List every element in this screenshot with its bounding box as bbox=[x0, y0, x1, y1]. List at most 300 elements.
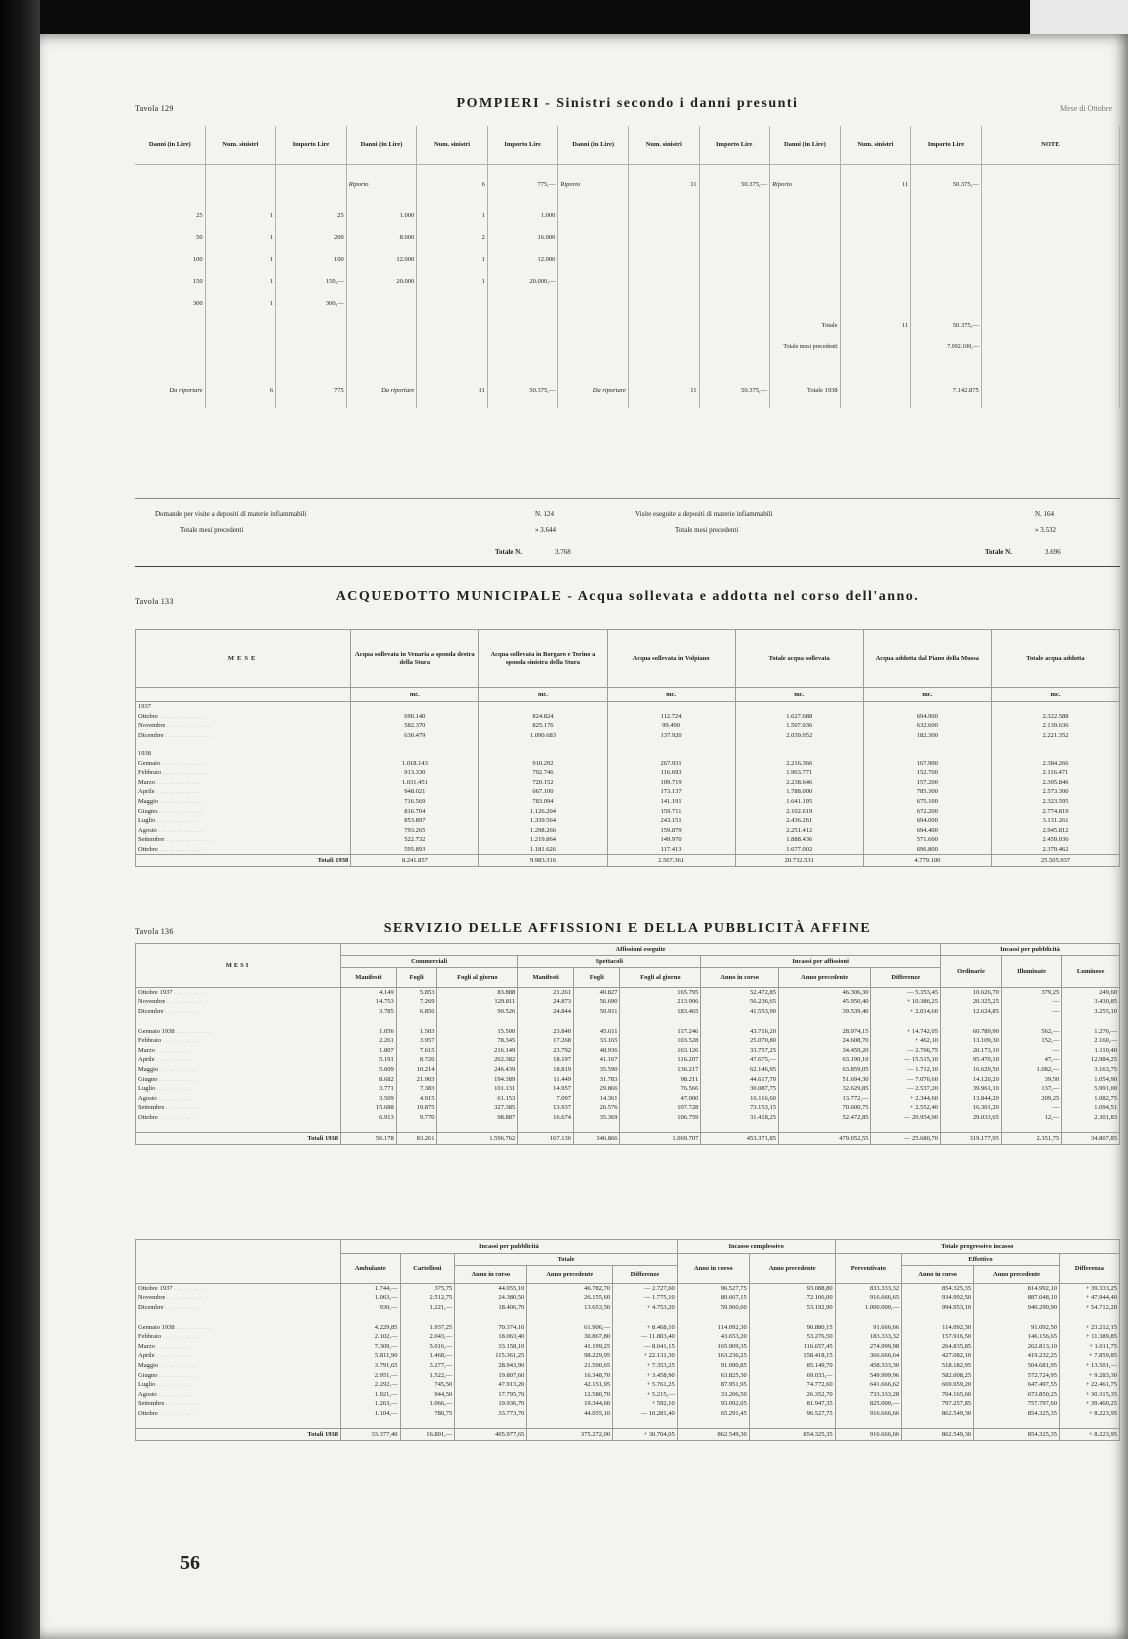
table-cell: Totale bbox=[770, 314, 841, 336]
table-cell: 694.000 bbox=[863, 816, 991, 826]
table-cell: 1.000 bbox=[487, 204, 558, 226]
table-row bbox=[135, 248, 1120, 270]
table-cell: — bbox=[1001, 1103, 1061, 1113]
table-cell bbox=[981, 314, 1119, 336]
table-cell: 12.000 bbox=[346, 248, 417, 270]
table-cell: + 10.386,25 bbox=[871, 997, 941, 1007]
table-cell bbox=[628, 270, 699, 292]
table-cell: 40.827 bbox=[574, 988, 620, 998]
table-cell bbox=[479, 740, 607, 748]
table-cell: 1.054,90 bbox=[1062, 1074, 1120, 1084]
leader-dots: . . . . . . . . . . . . . . bbox=[154, 788, 201, 796]
total-cell: 319.177,95 bbox=[941, 1132, 1002, 1144]
month-label: Novembre bbox=[138, 998, 166, 1006]
scan-top-right-margin bbox=[1030, 0, 1128, 38]
table-cell: 267.931 bbox=[607, 758, 735, 768]
table-cell: 757.797,60 bbox=[974, 1399, 1060, 1409]
table-cell: 1.963.771 bbox=[735, 768, 863, 778]
table-cell: 4.915 bbox=[396, 1093, 437, 1103]
table-cell bbox=[840, 226, 911, 248]
table-cell: 1.744,— bbox=[341, 1284, 401, 1294]
table-cell: 1.641.195 bbox=[735, 797, 863, 807]
table-cell: 11.449 bbox=[518, 1074, 574, 1084]
table-cell: 1.298.266 bbox=[479, 825, 607, 835]
table-cell: 152.700 bbox=[863, 768, 991, 778]
table-cell: 39.961,10 bbox=[941, 1084, 1002, 1094]
table-cell bbox=[136, 731, 351, 741]
table-cell: 2.116.471 bbox=[991, 768, 1119, 778]
table-cell bbox=[341, 1122, 397, 1132]
leader-dots: . . . . . . . . . . . bbox=[154, 1352, 191, 1360]
table-cell: 8.682 bbox=[341, 1074, 397, 1084]
table-cell: 29.033,65 bbox=[941, 1113, 1002, 1123]
table-row bbox=[136, 787, 1120, 797]
table-cell: 1 bbox=[205, 226, 276, 248]
table-cell: 720.152 bbox=[479, 777, 607, 787]
table-cell: Totale 1938 bbox=[770, 372, 841, 408]
leader-dots: . . . . . . . . . . . . . . bbox=[156, 826, 203, 834]
table-cell: + 22.461,75 bbox=[1059, 1380, 1119, 1390]
table-cell: 159.711 bbox=[607, 806, 735, 816]
table-cell: 47.000 bbox=[620, 1093, 701, 1103]
total-cell: 16.801,— bbox=[400, 1428, 455, 1440]
table-cell bbox=[276, 336, 347, 358]
table-cell bbox=[479, 702, 607, 712]
table-cell: 13.772,— bbox=[778, 1093, 871, 1103]
table-cell: 797.257,85 bbox=[902, 1399, 974, 1409]
table-cell: 10.214 bbox=[396, 1065, 437, 1075]
table-cell bbox=[136, 1065, 341, 1075]
table-cell: 167.900 bbox=[863, 758, 991, 768]
table-cell: 50 bbox=[135, 226, 205, 248]
month-label: Febbraio bbox=[138, 769, 162, 777]
month-label: Febbraio bbox=[138, 1037, 162, 1045]
table-cell: 35.369 bbox=[574, 1113, 620, 1123]
table-cell bbox=[699, 336, 770, 358]
table-cell bbox=[346, 336, 417, 358]
table-cell bbox=[735, 702, 863, 712]
leader-dots: . . . . . . . . . . . bbox=[164, 1400, 201, 1408]
table-cell bbox=[136, 777, 351, 787]
table-cell bbox=[417, 336, 488, 358]
total-cell: 83.261 bbox=[396, 1132, 437, 1144]
table-cell: 17.268 bbox=[518, 1036, 574, 1046]
header-cell: Danni (in Lire) bbox=[346, 126, 417, 164]
leader-dots: . . . . . . . . . . . bbox=[156, 1094, 193, 1102]
table-cell bbox=[135, 358, 205, 372]
total-cell: 9.983.316 bbox=[479, 854, 607, 866]
table-cell: 696.800 bbox=[863, 845, 991, 855]
total-cell: 1.596.762 bbox=[437, 1132, 518, 1144]
pubblicita-table bbox=[135, 1239, 1120, 1441]
table-cell bbox=[628, 336, 699, 358]
acquedotto-table bbox=[135, 629, 1120, 867]
table-cell: 43.653,20 bbox=[677, 1332, 749, 1342]
table-row bbox=[136, 1303, 1120, 1313]
table-cell bbox=[699, 292, 770, 314]
table-cell: 1.000 bbox=[346, 204, 417, 226]
table-cell bbox=[135, 314, 205, 336]
table-cell: 5.609 bbox=[341, 1065, 397, 1075]
table-cell: 165.909,35 bbox=[677, 1341, 749, 1351]
table-cell: 18.406,70 bbox=[455, 1303, 527, 1313]
table-cell: 690.140 bbox=[351, 712, 479, 722]
table-cell bbox=[455, 1312, 527, 1322]
table-cell bbox=[871, 1122, 941, 1132]
table-cell: 26.155,60 bbox=[527, 1293, 613, 1303]
table-cell bbox=[911, 226, 982, 248]
table-cell: 2.251.412 bbox=[735, 825, 863, 835]
unit-cell: mc. bbox=[735, 688, 863, 702]
table-cell bbox=[136, 1303, 341, 1313]
table-cell: 107.728 bbox=[620, 1103, 701, 1113]
table-cell: 12,— bbox=[1001, 1113, 1061, 1123]
table-cell bbox=[911, 248, 982, 270]
month-label: Settembre bbox=[138, 1104, 165, 1112]
table-cell: 24.608,70 bbox=[778, 1036, 871, 1046]
table-cell bbox=[991, 740, 1119, 748]
table-cell: 117.246 bbox=[620, 1026, 701, 1036]
total-label: Totali 1938 bbox=[136, 854, 351, 866]
table-row bbox=[136, 768, 1120, 778]
table-cell bbox=[778, 1016, 871, 1026]
table-cell: 366.666,64 bbox=[835, 1351, 901, 1361]
table-cell: 33.773,70 bbox=[455, 1409, 527, 1419]
table-cell: Da riportare bbox=[135, 372, 205, 408]
table-row bbox=[136, 777, 1120, 787]
month-label: Maggio bbox=[138, 1065, 159, 1073]
table-cell: 745,50 bbox=[400, 1380, 455, 1390]
table-cell: 90.526 bbox=[437, 1007, 518, 1017]
table-cell bbox=[136, 1007, 341, 1017]
table-cell: 50.375,— bbox=[487, 372, 558, 408]
table-cell bbox=[699, 204, 770, 226]
table-cell: 31.783 bbox=[574, 1074, 620, 1084]
header-cell: Differenza bbox=[1059, 1254, 1119, 1284]
table-cell: 3.131.261 bbox=[991, 816, 1119, 826]
table-cell: 5.016,— bbox=[400, 1341, 455, 1351]
table-cell: 6 bbox=[417, 164, 488, 204]
header-cell: Fogli bbox=[396, 968, 437, 988]
table-cell: 940.290,90 bbox=[974, 1303, 1060, 1313]
table-cell bbox=[981, 292, 1119, 314]
table-cell: 249,60 bbox=[1062, 988, 1120, 998]
total-label: Totali 1938 bbox=[136, 1428, 341, 1440]
table-cell: + 23.212,15 bbox=[1059, 1322, 1119, 1332]
leader-dots: . . . . . . . . . . . bbox=[172, 989, 209, 997]
table-cell: — 11.803,40 bbox=[613, 1332, 678, 1342]
header-cell: Anno in corso bbox=[701, 968, 779, 988]
table-cell bbox=[136, 1113, 341, 1123]
leader-dots: . . . . . . . . . . . bbox=[154, 1056, 191, 1064]
table-cell: + 8.468,10 bbox=[613, 1322, 678, 1332]
table-cell: 9.770 bbox=[396, 1113, 437, 1123]
table-cell bbox=[136, 1332, 341, 1342]
table-cell bbox=[136, 1409, 341, 1419]
table-cell bbox=[136, 758, 351, 768]
table-cell: 948.021 bbox=[351, 787, 479, 797]
table-cell: 854.325,35 bbox=[902, 1284, 974, 1294]
table-cell: 1.276,— bbox=[1062, 1026, 1120, 1036]
table-cell: 2.436.261 bbox=[735, 816, 863, 826]
table-cell: 2.459.036 bbox=[991, 835, 1119, 845]
table-cell bbox=[136, 988, 341, 998]
table-row bbox=[136, 1389, 1120, 1399]
table-cell bbox=[136, 1351, 341, 1361]
table-cell: 200 bbox=[276, 226, 347, 248]
table-cell bbox=[341, 1418, 401, 1428]
leader-dots: . . . . . . . . . . . bbox=[155, 1085, 192, 1093]
month-label: Novembre bbox=[138, 1294, 166, 1302]
header-cell: Manifesti bbox=[518, 968, 574, 988]
month-label: Luglio bbox=[138, 817, 156, 825]
pompieri-table bbox=[135, 126, 1120, 408]
table-cell: 18.197 bbox=[518, 1055, 574, 1065]
header-cell: Anno in corso bbox=[677, 1254, 749, 1284]
table-cell: 24.873 bbox=[518, 997, 574, 1007]
table-cell: 5.191 bbox=[341, 1055, 397, 1065]
table-cell bbox=[205, 336, 276, 358]
table-cell: 2.951,— bbox=[341, 1370, 401, 1380]
table-cell: 1 bbox=[205, 204, 276, 226]
month-label: Agosto bbox=[138, 826, 157, 834]
table-cell: 98.887 bbox=[437, 1113, 518, 1123]
header-cell: Anno precedente bbox=[778, 968, 871, 988]
table-cell bbox=[840, 248, 911, 270]
tavola-133-title: ACQUEDOTTO MUNICIPALE - Acqua sollevata e addotta nel corso dell'anno. bbox=[335, 589, 920, 604]
table-cell bbox=[136, 768, 351, 778]
month-label: Agosto bbox=[138, 1094, 157, 1102]
month-label: Luglio bbox=[138, 1085, 156, 1093]
table-cell: 641.666,62 bbox=[835, 1380, 901, 1390]
leader-dots: . . . . . . . . . . . bbox=[157, 1113, 194, 1121]
table-cell: + 22.131,30 bbox=[613, 1351, 678, 1361]
table-cell: 3.509 bbox=[341, 1093, 397, 1103]
total-cell: 854.325,35 bbox=[974, 1428, 1060, 1440]
table-cell bbox=[136, 1370, 341, 1380]
year-row bbox=[136, 702, 1120, 712]
table-cell: 99.490 bbox=[607, 721, 735, 731]
tavola-129-month: Mese di Ottobre bbox=[1060, 104, 1112, 113]
table-cell: 25 bbox=[276, 204, 347, 226]
table-cell bbox=[558, 314, 629, 336]
table-row bbox=[135, 292, 1120, 314]
visite-tot-value: 3.696 bbox=[1045, 548, 1061, 556]
table-cell: 137,— bbox=[1001, 1084, 1061, 1094]
table-row bbox=[136, 1399, 1120, 1409]
header-cell: Incassi per pubblicità bbox=[341, 1240, 678, 1254]
total-cell: + 8.223,95 bbox=[1059, 1428, 1119, 1440]
table-cell: 775 bbox=[276, 372, 347, 408]
table-cell bbox=[136, 816, 351, 826]
header-cell: Anno precedente bbox=[974, 1266, 1060, 1284]
leader-dots: . . . . . . . . . . . bbox=[174, 1323, 211, 1331]
table-cell: — bbox=[1001, 997, 1061, 1007]
table-cell bbox=[527, 1312, 613, 1322]
table-cell: + 14.742,05 bbox=[871, 1026, 941, 1036]
table-cell: 33.206,50 bbox=[677, 1389, 749, 1399]
table-cell bbox=[136, 835, 351, 845]
table-row bbox=[136, 1026, 1120, 1036]
table-cell bbox=[902, 1418, 974, 1428]
table-cell: 704.165,60 bbox=[902, 1389, 974, 1399]
table-cell: + 39.333,25 bbox=[1059, 1284, 1119, 1294]
table-cell: 183.333,32 bbox=[835, 1332, 901, 1342]
table-row bbox=[136, 1055, 1120, 1065]
table-cell: 21.261 bbox=[518, 988, 574, 998]
unit-cell: mc. bbox=[607, 688, 735, 702]
table-cell: 910.292 bbox=[479, 758, 607, 768]
month-label: Giugno bbox=[138, 1371, 158, 1379]
table-cell: — 20.954,90 bbox=[871, 1113, 941, 1123]
table-cell: 833.333,32 bbox=[835, 1284, 901, 1294]
total-row bbox=[136, 854, 1120, 866]
table-cell bbox=[574, 1122, 620, 1132]
table-cell: 1.507.036 bbox=[735, 721, 863, 731]
table-cell bbox=[136, 1045, 341, 1055]
month-label: Marzo bbox=[138, 1046, 155, 1054]
table-cell: 25.070,80 bbox=[701, 1036, 779, 1046]
table-cell: 2.261 bbox=[341, 1036, 397, 1046]
table-cell: 264.835,85 bbox=[902, 1341, 974, 1351]
table-cell: 91.092,50 bbox=[974, 1322, 1060, 1332]
table-cell bbox=[351, 702, 479, 712]
table-cell bbox=[136, 1380, 341, 1390]
table-cell: 375,75 bbox=[400, 1284, 455, 1294]
table-cell bbox=[417, 314, 488, 336]
pubblicita-header bbox=[136, 1240, 1120, 1284]
month-label: Ottobre 1937 bbox=[138, 1285, 173, 1293]
table-cell: 10.626,70 bbox=[941, 988, 1002, 998]
total-cell: 25.505.937 bbox=[991, 854, 1119, 866]
table-cell: 2 bbox=[417, 226, 488, 248]
table-cell: 163.236,25 bbox=[677, 1351, 749, 1361]
table-cell: 1.181.626 bbox=[479, 845, 607, 855]
affissioni-header bbox=[136, 944, 1120, 988]
table-cell: 2.945.812 bbox=[991, 825, 1119, 835]
visite-prec-value: » 3.532 bbox=[1035, 526, 1056, 534]
table-row bbox=[136, 1322, 1120, 1332]
table-cell: 427.082,10 bbox=[902, 1351, 974, 1361]
table-cell bbox=[479, 748, 607, 758]
table-cell bbox=[628, 226, 699, 248]
divider bbox=[135, 498, 1120, 499]
table-row bbox=[136, 1113, 1120, 1123]
table-cell: 163.126 bbox=[620, 1045, 701, 1055]
table-cell: 1.094,51 bbox=[1062, 1103, 1120, 1113]
table-cell bbox=[1059, 1418, 1119, 1428]
leader-dots: . . . . . . . . . . . . . . bbox=[157, 807, 203, 815]
table-cell: 994.953,10 bbox=[902, 1303, 974, 1313]
table-cell bbox=[981, 248, 1119, 270]
table-cell: 20.173,10 bbox=[941, 1045, 1002, 1055]
table-cell: 46.306,30 bbox=[778, 988, 871, 998]
table-cell bbox=[417, 358, 488, 372]
table-cell bbox=[1062, 1016, 1120, 1026]
table-cell: 458.333,30 bbox=[835, 1361, 901, 1371]
total-cell: 862.549,30 bbox=[902, 1428, 974, 1440]
table-cell bbox=[863, 702, 991, 712]
month-label: Giugno bbox=[138, 807, 158, 815]
table-cell: 1.066,— bbox=[400, 1399, 455, 1409]
table-cell: 647.497,55 bbox=[974, 1380, 1060, 1390]
table-cell: 19.344,60 bbox=[527, 1399, 613, 1409]
tavola-129-label: Tavola 129 bbox=[135, 104, 174, 113]
table-cell bbox=[487, 292, 558, 314]
table-row bbox=[136, 816, 1120, 826]
table-cell: + 7.859,85 bbox=[1059, 1351, 1119, 1361]
section-tavola-129 bbox=[135, 92, 1120, 562]
table-cell: 25 bbox=[135, 204, 205, 226]
table-cell bbox=[1001, 1016, 1061, 1026]
table-cell: 1.221,— bbox=[400, 1303, 455, 1313]
table-cell: 5.853 bbox=[396, 988, 437, 998]
header-cell bbox=[136, 1240, 341, 1284]
table-cell bbox=[487, 358, 558, 372]
table-cell: 95.470,10 bbox=[941, 1055, 1002, 1065]
table-cell: 672.200 bbox=[863, 806, 991, 816]
total-cell: 167.136 bbox=[518, 1132, 574, 1144]
table-cell: 50.375,— bbox=[911, 164, 982, 204]
table-cell: 20.325,25 bbox=[941, 997, 1002, 1007]
table-cell: 14.120,20 bbox=[941, 1074, 1002, 1084]
table-cell: 44.055,10 bbox=[455, 1284, 527, 1294]
table-cell: 571.600 bbox=[863, 835, 991, 845]
table-cell bbox=[613, 1312, 678, 1322]
leader-dots: . . . . . . . . . . . bbox=[161, 1333, 197, 1341]
table-cell: 595.893 bbox=[351, 845, 479, 855]
table-cell: 50.911 bbox=[574, 1007, 620, 1017]
table-cell: 824.824 bbox=[479, 712, 607, 722]
table-cell: 667.100 bbox=[479, 787, 607, 797]
table-cell: 50.375,— bbox=[699, 372, 770, 408]
header-cell: Cartelloni bbox=[400, 1254, 455, 1284]
table-cell bbox=[417, 292, 488, 314]
table-cell bbox=[835, 1418, 901, 1428]
table-row bbox=[136, 1103, 1120, 1113]
total-cell: 346.866 bbox=[574, 1132, 620, 1144]
table-cell: — 5.353,45 bbox=[871, 988, 941, 998]
header-cell: Spettacoli bbox=[518, 956, 701, 968]
table-cell bbox=[863, 740, 991, 748]
table-cell: 1.503 bbox=[396, 1026, 437, 1036]
table-cell: 13.844,20 bbox=[941, 1093, 1002, 1103]
table-cell bbox=[620, 1122, 701, 1132]
spacer-row bbox=[136, 740, 1120, 748]
table-cell: 1.219.864 bbox=[479, 835, 607, 845]
table-cell bbox=[840, 358, 911, 372]
table-row bbox=[136, 806, 1120, 816]
month-label: Marzo bbox=[138, 1342, 155, 1350]
header-cell: MESE bbox=[136, 630, 351, 688]
table-cell bbox=[487, 314, 558, 336]
table-cell: 136.217 bbox=[620, 1065, 701, 1075]
month-label: Aprile bbox=[138, 788, 155, 796]
table-cell: 2.573.300 bbox=[991, 787, 1119, 797]
table-cell: 7.097 bbox=[518, 1093, 574, 1103]
table-cell bbox=[770, 292, 841, 314]
riporto-row bbox=[135, 164, 1120, 204]
table-cell: — 1.712,10 bbox=[871, 1065, 941, 1075]
table-cell bbox=[981, 336, 1119, 358]
table-cell bbox=[620, 1016, 701, 1026]
table-cell: 853.897 bbox=[351, 816, 479, 826]
table-cell: 262.382 bbox=[437, 1055, 518, 1065]
table-cell: 16.301,20 bbox=[941, 1103, 1002, 1113]
table-cell: 47.675,— bbox=[701, 1055, 779, 1065]
header-cell: Luminose bbox=[1062, 956, 1120, 988]
table-cell: 562,— bbox=[1001, 1026, 1061, 1036]
